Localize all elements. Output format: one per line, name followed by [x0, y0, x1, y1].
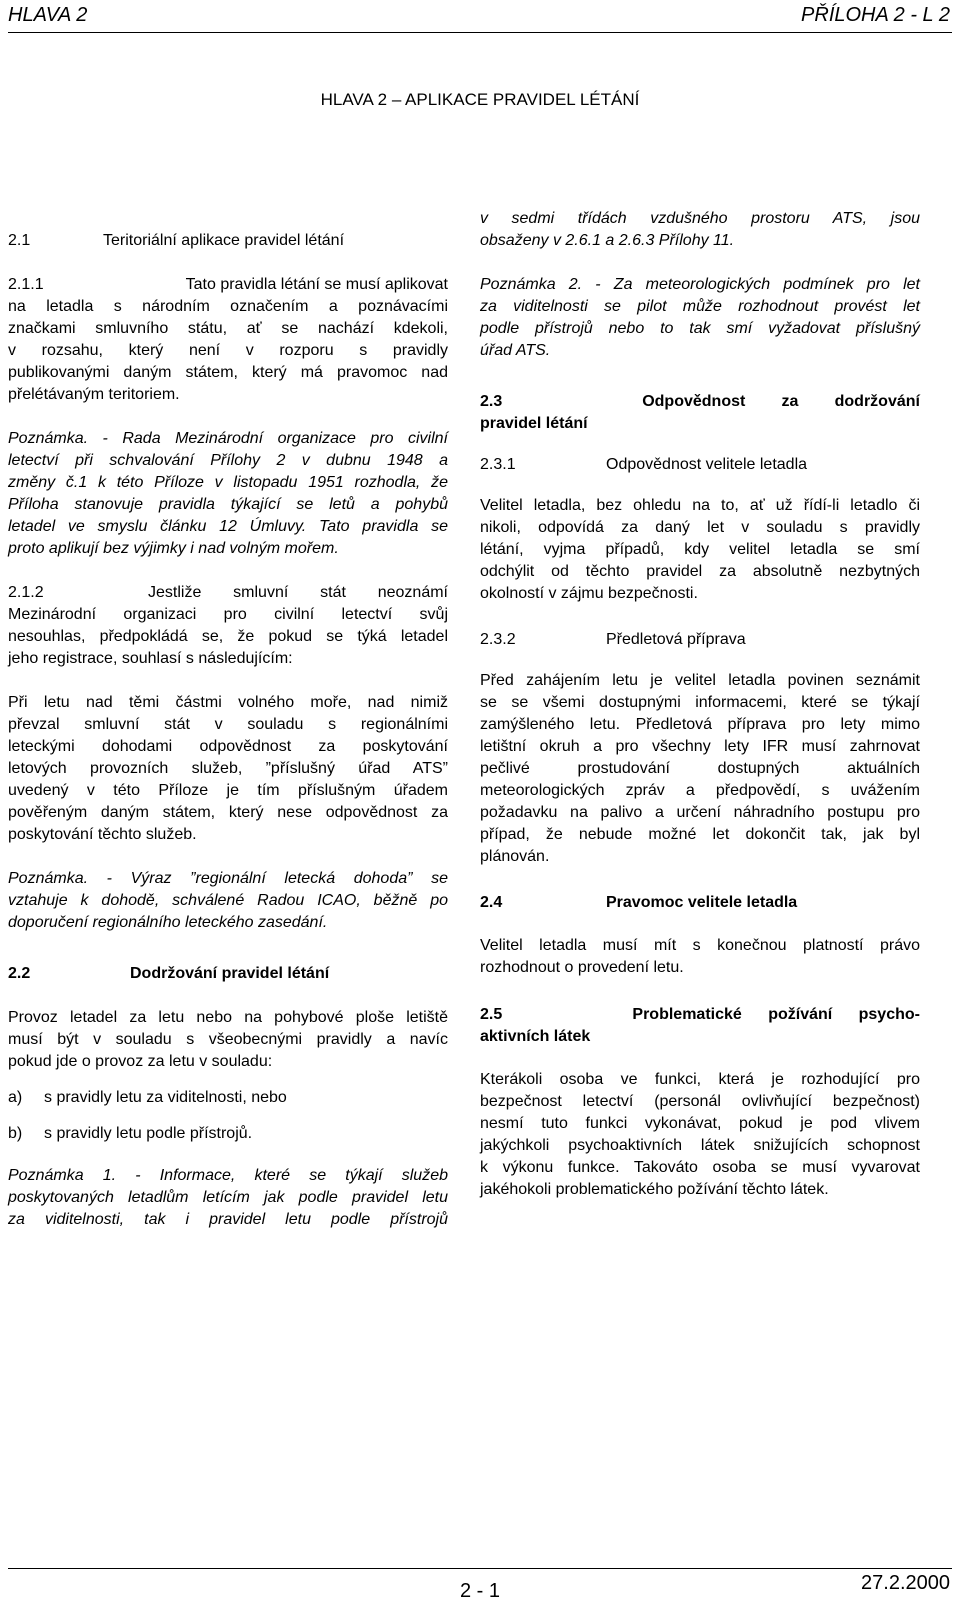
note-line: změny č.1 k této Příloze v listopadu 1951 rozhodla, že [8, 474, 448, 491]
list-label: a) [8, 1089, 23, 1106]
note-line: poskytovaných letadlům letícím jak podle pravidel letu [8, 1189, 448, 1206]
note-line: vztahuje k dohodě, schválené Radou ICAO, běžně po [8, 892, 448, 909]
paragraph-line: přelétávaným teritoriem. [8, 386, 180, 403]
paragraph-line: Mezinárodní organizaci pro civilní letectví svůj [8, 606, 448, 623]
section-title: Předletová příprava [606, 631, 746, 648]
paragraph-line: Provoz letadel za letu nebo na pohybové ploše letiště [8, 1009, 448, 1026]
paragraph-line: poskytování těchto služeb. [8, 826, 197, 843]
paragraph-2-1-2 [8, 582, 448, 670]
paragraph-line: obsaženy v 2.6.1 a 2.6.3 Přílohy 11. [480, 232, 735, 249]
header-chapter: HLAVA 2 [8, 4, 88, 26]
section-title-word: dodržování [834, 393, 920, 410]
section-title-word: Problematické [632, 1006, 742, 1023]
section-number: 2.2 [8, 965, 31, 982]
paragraph-line: Velitel letadla, bez ohledu na to, ať už řídí-li letadlo či [480, 497, 920, 514]
paragraph-line: nikoli, odpovídá za daný let v souladu s pravidly [480, 519, 920, 536]
paragraph-line: jeho registrace, souhlasí s následujícím: [8, 650, 293, 667]
section-title: Pravomoc velitele letadla [606, 894, 798, 911]
note-2 [8, 868, 448, 934]
section-number: 2.1 [8, 232, 31, 249]
paragraph-line: plánován. [480, 848, 550, 865]
paragraph-first-line: Jestliže smluvní stát neoznámí [148, 584, 448, 601]
paragraph-number: 2.1.2 [8, 584, 44, 601]
section-2-3-heading [480, 393, 920, 433]
note-line: Poznámka. - Rada Mezinárodní organizace pro civilní [8, 430, 448, 447]
section-number: 2.4 [480, 894, 503, 911]
paragraph-line: nesouhlas, předpokládá se, že pokud se týká letadel [8, 628, 448, 645]
paragraph-2-5 [480, 1069, 920, 1201]
paragraph-line: značkami smluvního státu, ať se nachází kdekoli, [8, 320, 448, 337]
note-line: úřad ATS. [480, 342, 551, 359]
section-title-line: pravidel létání [480, 415, 588, 432]
paragraph-line: se se všemi dostupnými informacemi, které se týkají [480, 694, 920, 711]
footer-rule [8, 1568, 952, 1569]
paragraph-line: nesmí tuto funkci vykonávat, pokud je pod vlivem [480, 1115, 920, 1132]
paragraph-line: rozhodnout o provedení letu. [480, 959, 684, 976]
right-column [480, 208, 920, 1201]
section-2-2-heading [8, 965, 448, 983]
paragraph-line: meteorologických zpráv a předpovědí, s uvážením [480, 782, 920, 799]
list-item [8, 1125, 448, 1143]
note-line: Poznámka. - Výraz ”regionální letecká dohoda” se [8, 870, 448, 887]
footer-date: 27.2.2000 [861, 1572, 950, 1594]
paragraph-2-4 [480, 935, 920, 979]
section-title-word: požívání [768, 1006, 833, 1023]
note-line: letadel ve smyslu článku 12 Úmluvy. Tato pravidla se [8, 518, 448, 535]
paragraph-line: Při letu nad těmi částmi volného moře, nad nimiž [8, 694, 448, 711]
paragraph-line: požadavku na palivo a určení náhradního postupu pro [480, 804, 920, 821]
paragraph-number: 2.1.1 [8, 276, 44, 293]
note-line: Poznámka 1. - Informace, které se týkají služeb [8, 1167, 448, 1184]
paragraph-line: případ, že nebude možné let dokončit tak, jak byl [480, 826, 920, 843]
section-title-word: za [781, 393, 799, 410]
paragraph-line: k výkonu funkce. Takováto osoba se musí vyvarovat [480, 1159, 920, 1176]
list-item [8, 1089, 448, 1107]
paragraph-line: okolností v zájmu bezpečnosti. [480, 585, 698, 602]
section-number: 2.5 [480, 1006, 503, 1023]
note-line: podle přístrojů nebo to tak smí vyžadovat příslušný [480, 320, 920, 337]
paragraph-line: letových provozních služeb, ”příslušný úřad ATS” [8, 760, 448, 777]
note-4 [480, 274, 920, 362]
section-2-1-heading [8, 232, 448, 250]
section-number: 2.3.2 [480, 631, 516, 648]
paragraph-2-1-1 [8, 274, 448, 406]
paragraph-line: leteckými dohodami odpovědnost za poskytování [8, 738, 448, 755]
paragraph-line: pečlivé prostudování dostupných aktuálních [480, 760, 920, 777]
section-number: 2.3.1 [480, 456, 516, 473]
section-title: Teritoriální aplikace pravidel létání [103, 232, 345, 249]
paragraph-line: jakýchkoli psychoaktivních látek snižujících schopnost [480, 1137, 920, 1154]
section-title-line: aktivních látek [480, 1028, 591, 1045]
section-title: Dodržování pravidel létání [130, 965, 330, 982]
section-2-4-heading [480, 894, 920, 912]
paragraph-line: převzal smluvní stát v souladu s regionálními [8, 716, 448, 733]
paragraph-line: Velitel letadla musí mít s konečnou platností právo [480, 937, 920, 954]
list-text: s pravidly letu za viditelnosti, nebo [44, 1089, 287, 1106]
paragraph-2-3-1 [480, 495, 920, 605]
header-rule [8, 32, 952, 33]
list-label: b) [8, 1125, 23, 1142]
paragraph-line: v rozsahu, který není v rozporu s pravidly [8, 342, 448, 359]
paragraph-line: uvedený v této Příloze je tím příslušným úřadem [8, 782, 448, 799]
page-number: 2 - 1 [459, 1580, 501, 1602]
paragraph-line: v sedmi třídách vzdušného prostoru ATS, jsou [480, 210, 920, 227]
note-line: Poznámka 2. - Za meteorologických podmínek pro let [480, 276, 920, 293]
section-title: Odpovědnost velitele letadla [606, 456, 808, 473]
section-2-3-2-heading [480, 631, 920, 649]
paragraph-continued [480, 208, 920, 252]
note-line: letectví při schvalování Přílohy 2 v dubnu 1948 a [8, 452, 448, 469]
paragraph-line: pokud jde o provoz za letu v souladu: [8, 1053, 273, 1070]
paragraph-first-line: Tato pravidla létání se musí aplikovat [185, 276, 448, 293]
section-2-3-1-heading [480, 456, 920, 474]
section-number: 2.3 [480, 393, 503, 410]
paragraph-2-2 [8, 1007, 448, 1073]
paragraph-line: publikovanými daným státem, který má pravomoc nad [8, 364, 448, 381]
note-line: za viditelnosti, tak i pravidel letu podle přístrojů [8, 1211, 448, 1228]
left-column [8, 232, 448, 1231]
paragraph-line: Kterákoli osoba ve funkci, která je rozhodující pro [480, 1071, 920, 1088]
section-2-5-heading [480, 1006, 920, 1046]
list-text: s pravidly letu podle přístrojů. [44, 1125, 253, 1142]
paragraph-line: pověřeným daným státem, který nese odpovědnost za [8, 804, 448, 821]
section-title-word: psycho- [858, 1006, 920, 1023]
paragraph-line: Před zahájením letu je velitel letadla povinen seznámit [480, 672, 920, 689]
header-annex: PŘÍLOHA 2 - L 2 [801, 4, 950, 26]
paragraph-high-seas [8, 692, 448, 846]
paragraph-line: na letadla s národním označením a poznávacími [8, 298, 448, 315]
note-line: doporučení regionálního leteckého zasedání. [8, 914, 328, 931]
paragraph-line: jakéhokoli problematického požívání těchto látek. [480, 1181, 829, 1198]
note-1 [8, 428, 448, 560]
page-title: HLAVA 2 – APLIKACE PRAVIDEL LÉTÁNÍ [320, 90, 640, 109]
note-line: za viditelnosti se pilot může rozhodnout provést let [480, 298, 920, 315]
paragraph-line: bezpečnost letectví (personál ovlivňující bezpečnost) [480, 1093, 920, 1110]
paragraph-line: zamýšleného letu. Předletová příprava pro lety mimo [480, 716, 920, 733]
note-line: Příloha stanovuje pravidla týkající se letů a pohybů [8, 496, 448, 513]
paragraph-line: odchýlit od těchto pravidel za absolutně nezbytných [480, 563, 920, 580]
paragraph-line: musí být v souladu s všeobecnými pravidly a navíc [8, 1031, 448, 1048]
paragraph-line: letištní okruh a pro všechny lety IFR musí zahrnovat [480, 738, 920, 755]
paragraph-line: létání, vyjma případů, kdy velitel letadla se smí [480, 541, 920, 558]
note-line: proto aplikují bez výjimky i nad volným mořem. [8, 540, 339, 557]
note-3 [8, 1165, 448, 1231]
paragraph-2-3-2 [480, 670, 920, 868]
section-title-word: Odpovědnost [642, 393, 746, 410]
